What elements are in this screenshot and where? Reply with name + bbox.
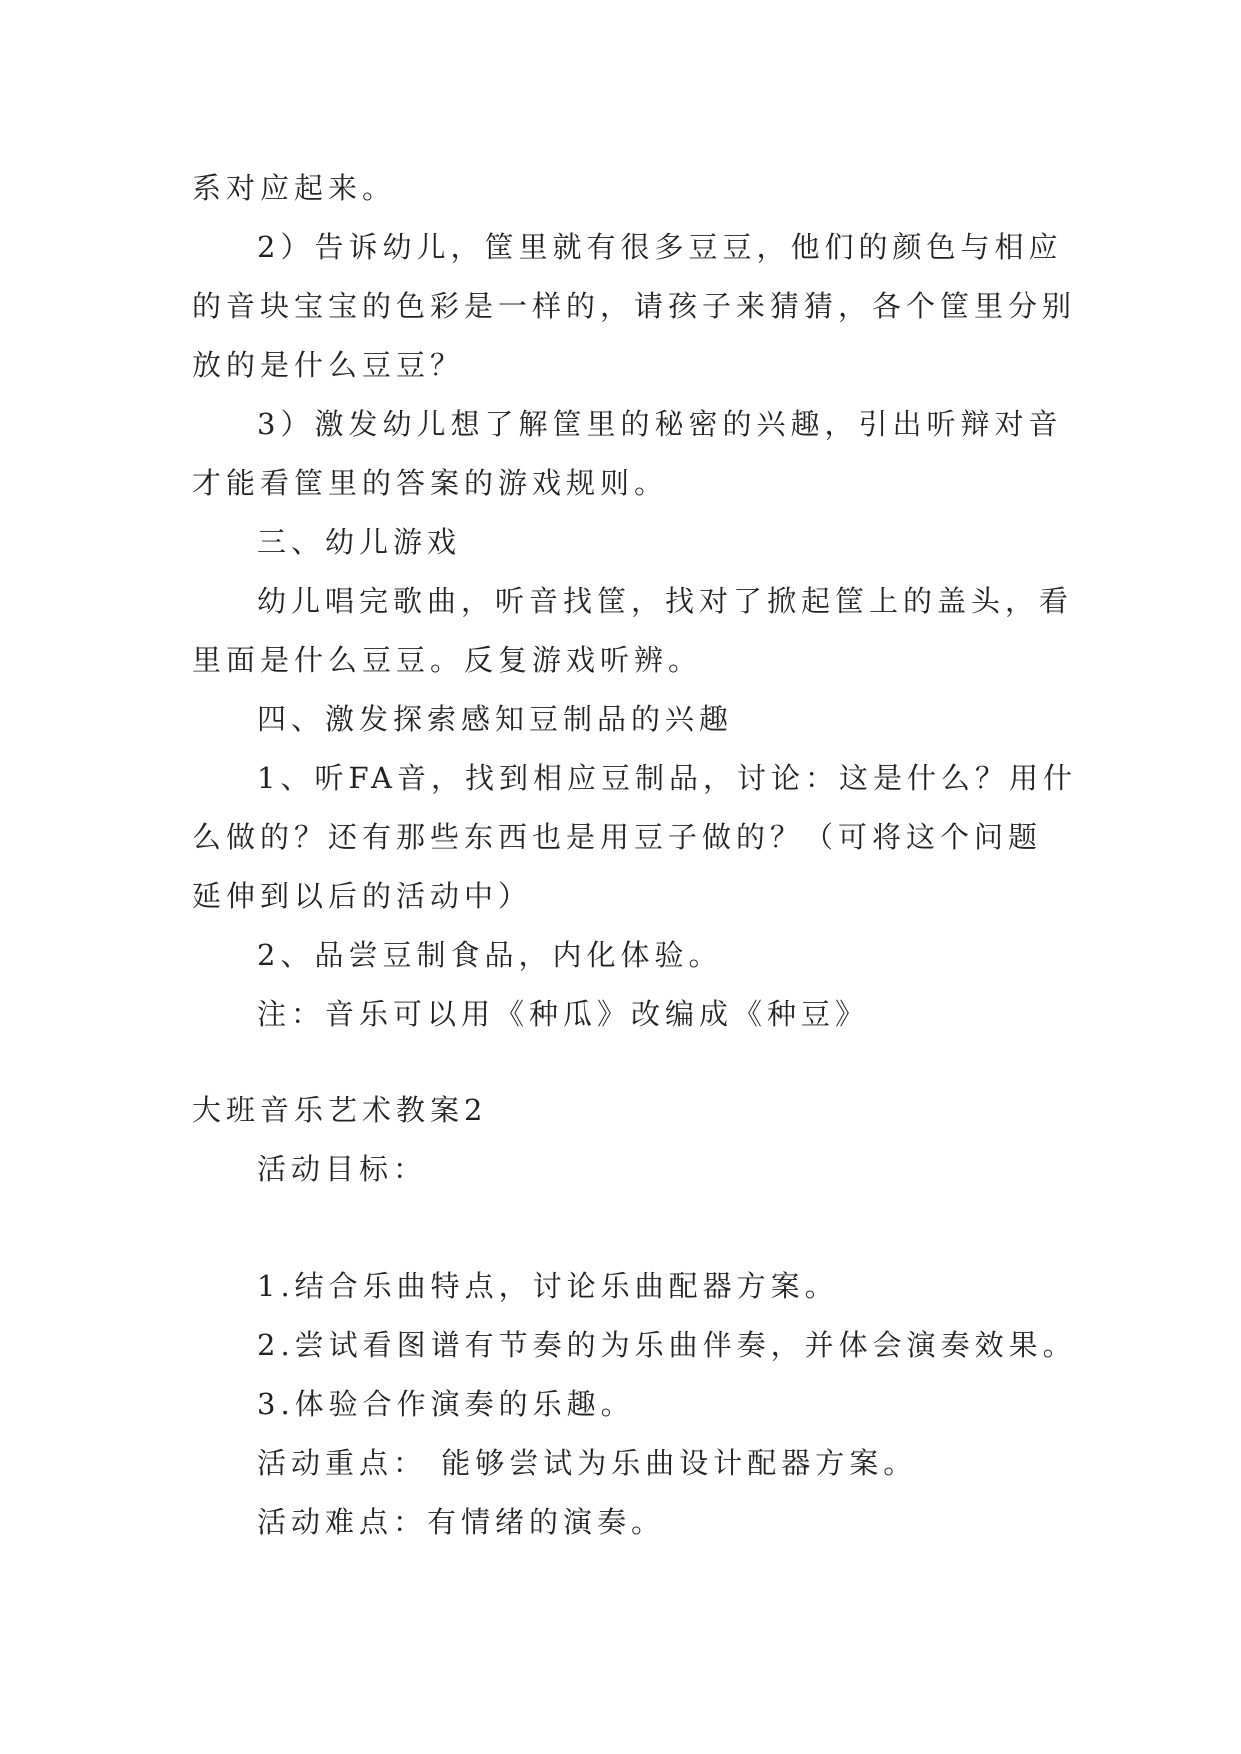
text-line: 放的是什么豆豆？ xyxy=(192,348,465,382)
note-line: 注：音乐可以用《种瓜》改编成《种豆》 xyxy=(257,997,870,1031)
goal-item-2: 2.尝试看图谱有节奏的为乐曲伴奏，并体会演奏效果。 xyxy=(257,1328,1077,1362)
section-heading-4: 四、激发探索感知豆制品的兴趣 xyxy=(257,702,734,736)
text-line: 的音块宝宝的色彩是一样的，请孩子来猜猜，各个筐里分别 xyxy=(192,289,1077,323)
goal-item-1: 1.结合乐曲特点，讨论乐曲配器方案。 xyxy=(257,1269,839,1303)
text-line-item-1: 1、听FA音，找到相应豆制品，讨论：这是什么？用什 xyxy=(257,761,1077,795)
activity-focus: 活动重点： 能够尝试为乐曲设计配器方案。 xyxy=(257,1446,918,1480)
text-line-step-2: 2）告诉幼儿，筐里就有很多豆豆，他们的颜色与相应 xyxy=(257,230,1063,264)
section-heading-3: 三、幼儿游戏 xyxy=(257,525,462,559)
text-line-step-3: 3）激发幼儿想了解筐里的秘密的兴趣，引出听辩对音 xyxy=(257,407,1063,441)
goal-item-3: 3.体验合作演奏的乐趣。 xyxy=(257,1387,635,1421)
text-line: 么做的？还有那些东西也是用豆子做的？（可将这个问题 xyxy=(192,820,1043,854)
text-line: 幼儿唱完歌曲，听音找筐，找对了掀起筐上的盖头，看 xyxy=(257,584,1074,618)
document-title: 大班音乐艺术教案2 xyxy=(192,1093,488,1127)
text-line: 才能看筐里的答案的游戏规则。 xyxy=(192,466,669,500)
text-line: 延伸到以后的活动中） xyxy=(192,879,533,913)
text-line-continuation: 系对应起来。 xyxy=(192,171,397,205)
activity-difficulty: 活动难点：有情绪的演奏。 xyxy=(257,1505,666,1539)
text-line: 里面是什么豆豆。反复游戏听辨。 xyxy=(192,643,703,677)
activity-goals-heading: 活动目标： xyxy=(257,1152,428,1186)
text-line-item-2: 2、品尝豆制食品，内化体验。 xyxy=(257,938,723,972)
